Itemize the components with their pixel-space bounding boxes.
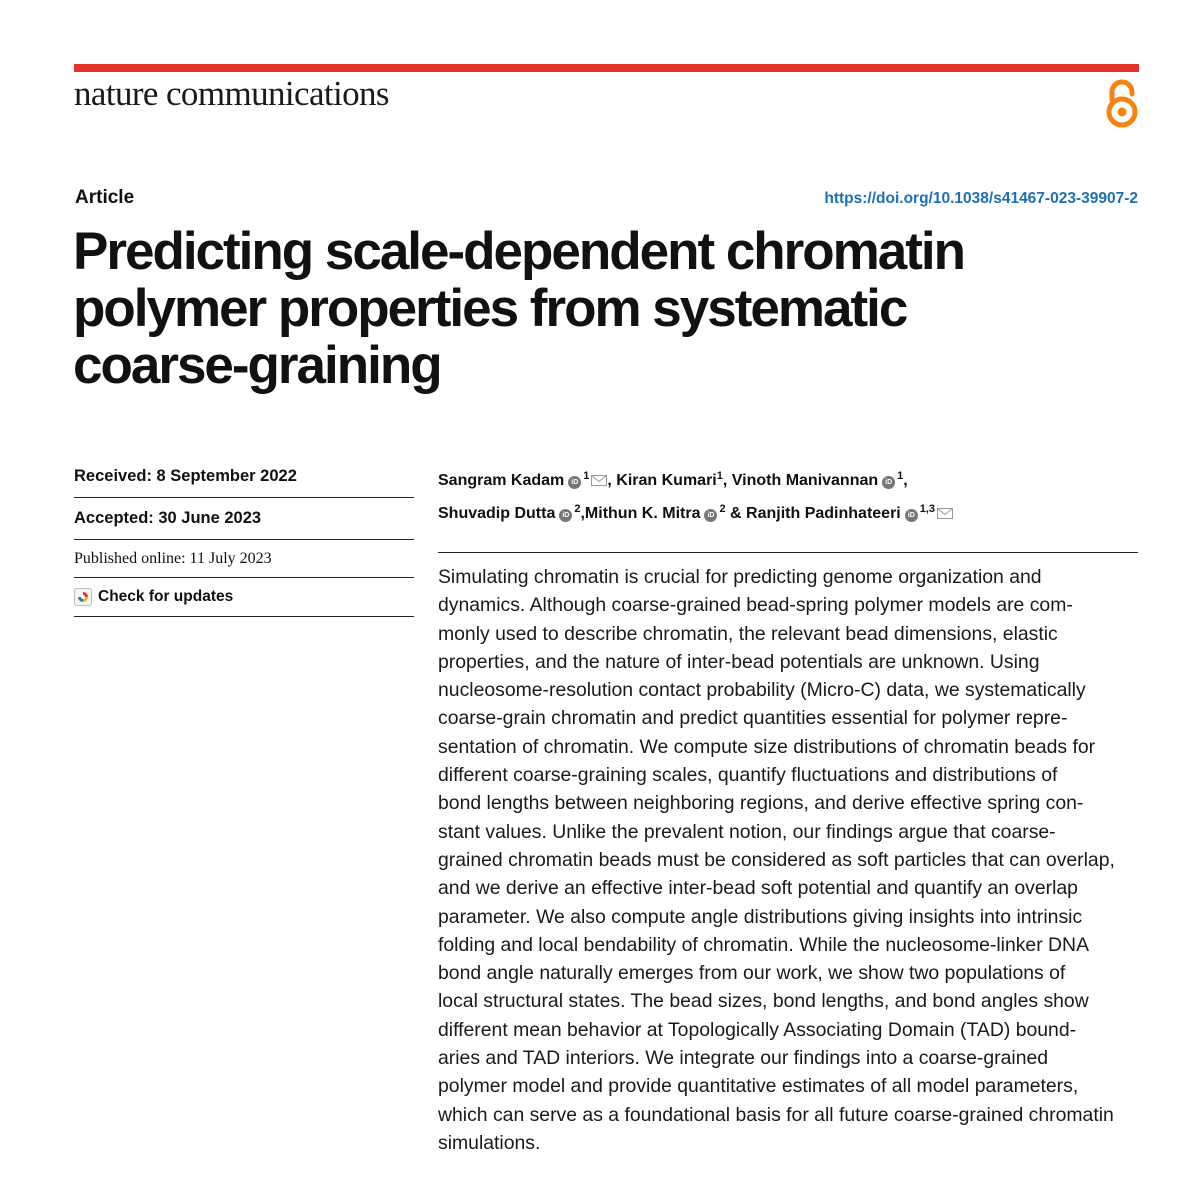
abstract-line: grained chromatin beads must be considered as soft particles that can overlap, bbox=[438, 848, 1115, 871]
email-icon[interactable] bbox=[937, 508, 953, 519]
author-name[interactable]: Vinoth Manivannan bbox=[731, 472, 879, 489]
author[interactable] bbox=[585, 505, 726, 522]
journal-name[interactable]: nature communications bbox=[74, 74, 389, 113]
abstract-line: and we derive an effective inter-bead soft potential and quantify an overlap bbox=[438, 877, 1078, 900]
author[interactable] bbox=[746, 505, 953, 522]
abstract-line: bond angle naturally emerges from our work, we show two populations of bbox=[438, 962, 1066, 985]
orcid-icon[interactable]: iD bbox=[905, 509, 918, 522]
abstract-line: which can serve as a foundational basis for all future coarse-grained chromatin bbox=[438, 1103, 1114, 1126]
abstract-line: Simulating chromatin is crucial for predicting genome organization and bbox=[438, 566, 1042, 588]
orcid-icon[interactable]: iD bbox=[704, 509, 717, 522]
abstract-line: aries and TAD interiors. We integrate our findings into a coarse-grained bbox=[438, 1047, 1049, 1070]
abstract-line: different mean behavior at Topologically Associating Domain (TAD) bound- bbox=[438, 1018, 1077, 1041]
article-dates bbox=[74, 456, 414, 617]
abstract-line: stant values. Unlike the prevalent notion, our findings argue that coarse- bbox=[438, 820, 1056, 843]
article-type: Article bbox=[75, 187, 135, 208]
abstract-line: coarse-grain chromatin and predict quantities essential for polymer repre- bbox=[438, 707, 1068, 730]
abstract bbox=[438, 563, 1158, 1157]
author-separator: , bbox=[722, 472, 732, 489]
abstract-line: simulations. bbox=[438, 1131, 541, 1154]
email-icon[interactable] bbox=[591, 475, 607, 486]
author-name[interactable]: Shuvadip Dutta bbox=[438, 505, 556, 522]
abstract-line: sentation of chromatin. We compute size distributions of chromatin beads for bbox=[438, 735, 1096, 758]
affiliation-number: 1 bbox=[897, 470, 904, 482]
author-separator: & bbox=[725, 505, 747, 522]
check-for-updates-button[interactable] bbox=[74, 578, 414, 617]
affiliation-number: 2 bbox=[719, 503, 726, 515]
author[interactable] bbox=[438, 505, 580, 522]
check-updates-label: Check for updates bbox=[98, 588, 234, 605]
title-line: polymer properties from systematic bbox=[73, 279, 907, 338]
abstract-line: parameter. We also compute angle distributions giving insights into intrinsic bbox=[438, 905, 1083, 928]
orcid-icon[interactable]: iD bbox=[568, 476, 581, 489]
abstract-line: polymer model and provide quantitative estimates of all model parameters, bbox=[438, 1075, 1079, 1098]
author-list bbox=[438, 462, 1148, 528]
affiliation-number: 2 bbox=[574, 503, 581, 515]
author-name[interactable]: Mithun K. Mitra bbox=[584, 505, 701, 522]
abstract-rule bbox=[438, 552, 1138, 553]
abstract-line: different coarse-graining scales, quantify fluctuations and distributions of bbox=[438, 764, 1058, 787]
title-line: Predicting scale-dependent chromatin bbox=[73, 222, 965, 281]
abstract-line: bond lengths between neighboring regions, and derive effective spring con- bbox=[438, 792, 1084, 815]
check-updates-icon bbox=[74, 588, 92, 606]
article-title bbox=[73, 223, 1123, 394]
author-name[interactable]: Kiran Kumari bbox=[616, 472, 717, 489]
abstract-line: dynamics. Although coarse-grained bead-spring polymer models are com- bbox=[438, 594, 1073, 617]
abstract-line: local structural states. The bead sizes, bond lengths, and bond angles show bbox=[438, 990, 1089, 1013]
author-separator: , bbox=[607, 472, 617, 489]
author[interactable] bbox=[438, 472, 607, 489]
author-name[interactable]: Sangram Kadam bbox=[438, 472, 565, 489]
header-rule bbox=[74, 64, 1139, 72]
title-line: coarse-graining bbox=[73, 336, 441, 395]
accepted-date: Accepted: 30 June 2023 bbox=[74, 498, 414, 540]
abstract-line: folding and local bendability of chromatin. While the nucleosome-linker DNA bbox=[438, 933, 1089, 956]
abstract-line: properties, and the nature of inter-bead potentials are unknown. Using bbox=[438, 650, 1040, 673]
published-date: Published online: 11 July 2023 bbox=[74, 540, 414, 578]
affiliation-number: 1,3 bbox=[919, 503, 936, 515]
author-separator: , bbox=[903, 472, 908, 489]
author-separator: , bbox=[580, 505, 585, 522]
author[interactable] bbox=[616, 472, 723, 489]
orcid-icon[interactable]: iD bbox=[882, 476, 895, 489]
affiliation-number: 1 bbox=[716, 470, 723, 482]
doi-link[interactable]: https://doi.org/10.1038/s41467-023-39907-2 bbox=[824, 190, 1138, 207]
author[interactable] bbox=[732, 472, 904, 489]
abstract-line: monly used to describe chromatin, the relevant bead dimensions, elastic bbox=[438, 622, 1058, 645]
received-date: Received: 8 September 2022 bbox=[74, 456, 414, 498]
abstract-line: nucleosome-resolution contact probability (Micro-C) data, we systematically bbox=[438, 679, 1086, 702]
open-access-icon bbox=[1103, 78, 1141, 130]
affiliation-number: 1 bbox=[583, 470, 590, 482]
author-name[interactable]: Ranjith Padinhateeri bbox=[746, 505, 901, 522]
orcid-icon[interactable]: iD bbox=[559, 509, 572, 522]
